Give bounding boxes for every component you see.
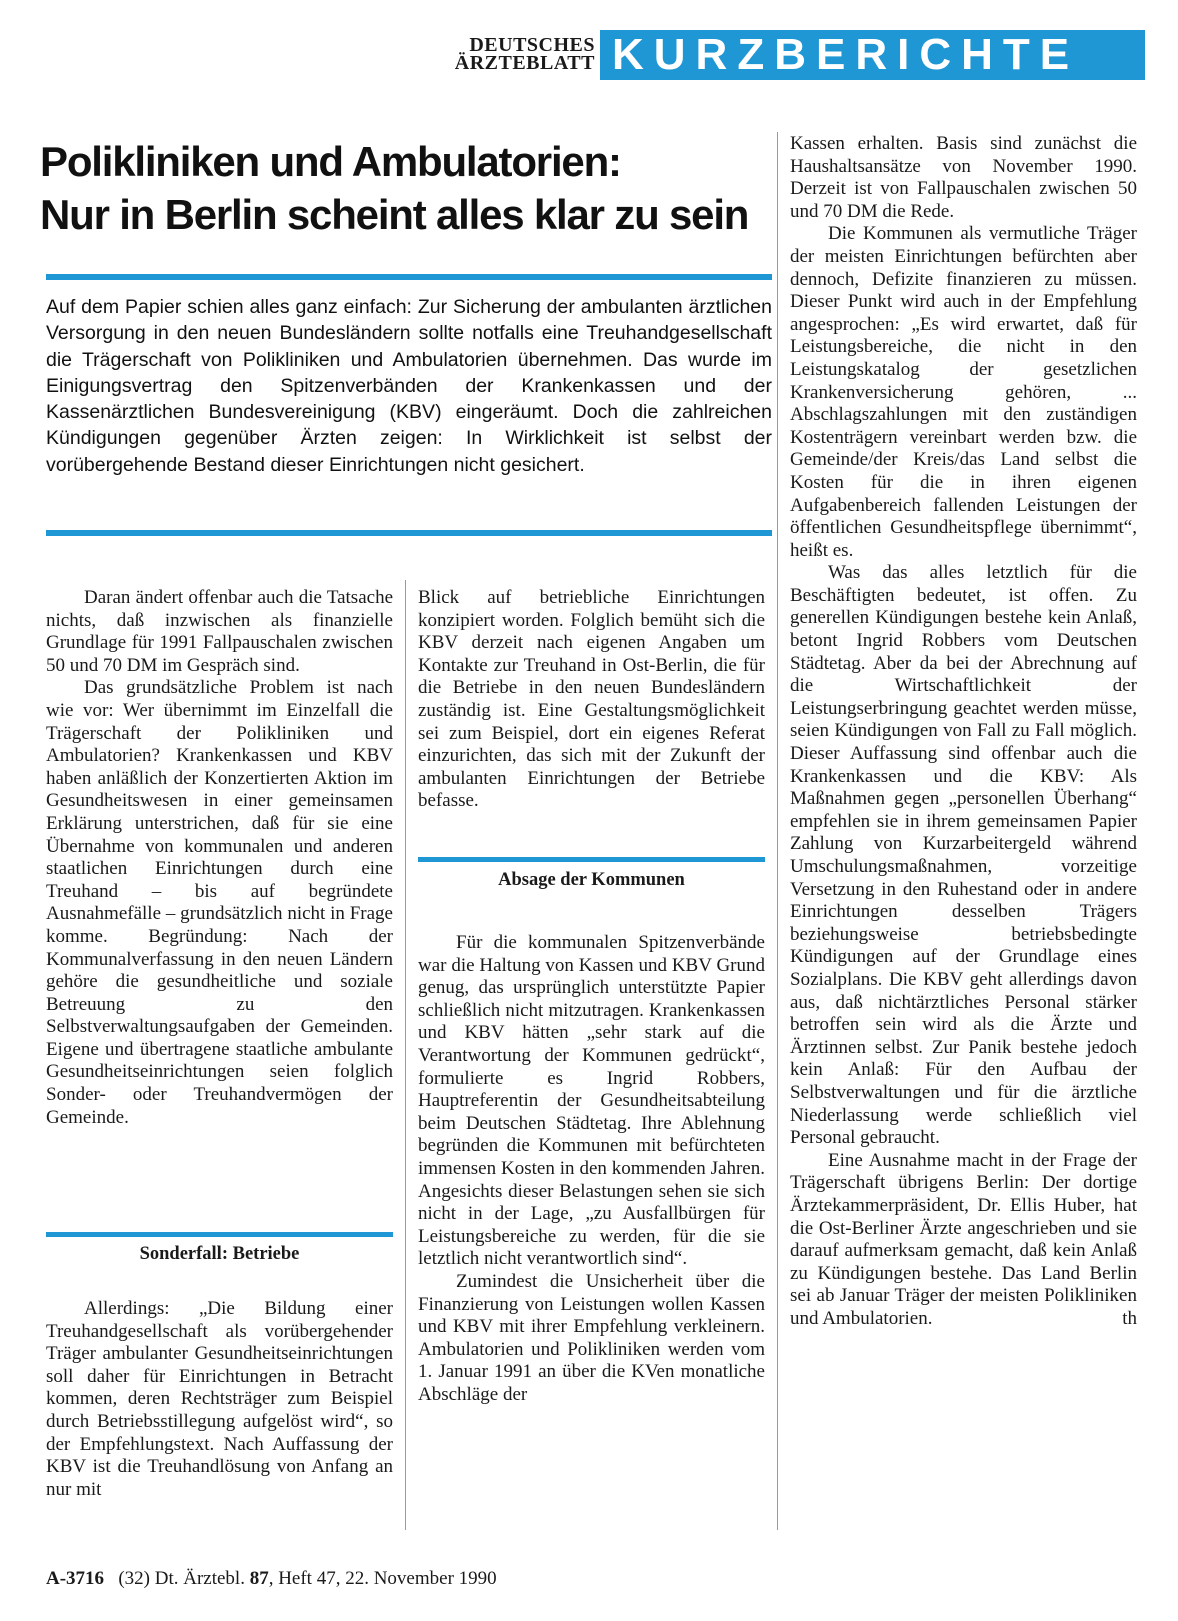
article-column-1: [46, 587, 393, 1129]
subhead-rule: [418, 857, 765, 862]
page-footer: [46, 1568, 746, 1590]
article-lead: Auf dem Papier schien alles ganz einfach: Zur Sicherung der ambulanten ärztlichen Versorgung in den neuen Bundesländern sollte notfalls eine Treuhandgesellschaft die Trägerschaft von Polikliniken und Ambulatorien übernehmen. Das wurde im Einigungsvertrag den Spitzenverbänden der Krankenkassen und der Kassenärztlichen Bundesvereinigung (KBV) eingeräumt. Doch die zahlreichen Kündigungen gegenüber Ärzten zeigen: In Wirklichkeit ist selbst der vorübergehende Bestand dieser Einrichtungen nicht gesichert.: [46, 296, 772, 476]
paragraph-text: Eine Ausnahme macht in der Frage der Trägerschaft übrigens Berlin: Der dortige Ärztekammerpräsident, Dr. Ellis Huber, hat die Ost-Berliner Ärzte angeschrieben und sie darauf aufmerksam gemacht, daß kein Anlaß zu Kündigungen bestehe. Das Land Berlin sei ab Januar Träger der meisten Polikliniken und Ambulatorien.: [790, 1149, 1137, 1329]
column-divider: [405, 580, 406, 1530]
paragraph: Das grundsätzliche Problem ist nach wie vor: Wer übernimmt im Einzelfall die Trägerschaft der Polikliniken und Ambulatorien? Krankenkassen und KBV haben anläßlich der Konzertierten Aktion im Gesundheitswesen in einer gemeinsamen Erklärung unterstrichen, daß für sie eine Übernahme von kommunalen und anderen staatlichen Einrichtungen durch eine Treuhand – bis auf begründete Ausnahmefälle – grundsätzlich nicht in Frage komme. Begründung: Nach der Kommunalverfassung in den neuen Ländern gehöre die gesundheitliche und soziale Betreuung zu den Selbstverwaltungsaufgaben der Gemeinden. Eigene und übertragene staatliche ambulante Gesundheitseinrichtungen seien folglich Sonder- oder Treuhandvermögen der Gemeinde.: [46, 677, 393, 1128]
paragraph: Für die kommunalen Spitzenverbände war die Haltung von Kassen und KBV Grund genug, das ursprünglich unterstützte Papier schließlich nicht mitzutragen. Krankenkassen und KBV hätten „sehr stark auf die Verantwortung der Kommunen gedrückt“, formulierte es Ingrid Robbers, Hauptreferentin der Gesundheitsabteilung beim Deutschen Städtetag. Ihre Ablehnung begründen die Kommunen mit befürchteten immensen Kosten in den kommenden Jahren. Angesichts dieser Belastungen sehen sie sich nicht in der Lage, „zu Ausfallbürgen für Leistungsbereiche zu werden, für die sie letztlich nicht verantwortlich sind“.: [418, 932, 765, 1270]
author-initials: th: [1122, 1307, 1137, 1329]
journal-name: Dt. Ärztebl.: [154, 1568, 245, 1589]
article-column-2-continued: [418, 932, 765, 1406]
journal-volume: 87: [249, 1568, 269, 1589]
publication-logo-line1: DEUTSCHES: [469, 34, 595, 56]
headline-line2: Nur in Berlin scheint alles klar zu sein: [40, 191, 749, 238]
lead-rule-top: [46, 274, 772, 280]
page-number: (32): [118, 1568, 150, 1589]
headline-line1: Polikliniken und Ambulatorien:: [40, 138, 621, 185]
subheading: Sonderfall: Betriebe: [139, 1244, 300, 1264]
article-headline: [40, 135, 780, 241]
paragraph: [790, 1150, 1137, 1331]
subhead-rule: [46, 1232, 393, 1237]
paragraph: Zumindest die Unsicherheit über die Finanzierung von Leistungen wollen Kassen und KBV mit ihrer Empfehlung verkleinern. Ambulatorien und Polikliniken werden vom 1. Januar 1991 an über die KVen monatliche Abschläge der: [418, 1270, 765, 1405]
paragraph: Blick auf betriebliche Einrichtungen konzipiert worden. Folglich bemüht sich die KBV derzeit nach eigenen Angaben um Kontakte zur Treuhand in Ost-Berlin, die für die Betriebe in den neuen Bundesländern zuständig ist. Eine Gestaltungsmöglichkeit sei zum Beispiel, dort ein eigenes Referat einzurichten, das sich mit der Zukunft der ambulanten Einrichtungen der Betriebe befasse.: [418, 587, 765, 812]
paragraph: Die Kommunen als vermutliche Träger der meisten Einrichtungen befürchten aber dennoch, Defizite finanzieren zu müssen. Dieser Punkt wird auch in der Empfehlung angesprochen: „Es wird erwartet, daß für Leistungsbereiche, die nicht in den Leistungskatalog der gesetzlichen Krankenversicherung gehören, ... Abschlagszahlungen mit den zuständigen Kostenträgern vereinbart werden bzw. die Gemeinde/der Kreis/das Land selbst die Kosten für die in ihren eigenen Aufgabenbereich fallenden Leistungen der öffentlichen Gesundheitspflege übernimmt“, heißt es.: [790, 223, 1137, 561]
section-banner: [600, 30, 1145, 80]
article-column-3: [790, 133, 1137, 1330]
subheading: Absage der Kommunen: [498, 870, 685, 890]
paragraph: Kassen erhalten. Basis sind zunächst die Haushaltsansätze von November 1990. Derzeit ist von Fallpauschalen zwischen 50 und 70 DM die Rede.: [790, 133, 1137, 222]
lead-rule-bottom: [46, 530, 772, 536]
paragraph: Was das alles letztlich für die Beschäftigten bedeutet, ist offen. Zu generellen Kündigungen bestehe kein Anlaß, betont Ingrid Robbers vom Deutschen Städtetag. Aber da bei der Abrechnung auf die Wirtschaftlichkeit der Leistungserbringung geachtet werden müsse, seien Kündigungen von Fall zu Fall möglich. Dieser Auffassung sind offenbar auch die Krankenkassen und die KBV: Als Maßnahmen gegen „personellen Überhang“ empfehlen sie in ihrem gemeinsamen Papier Zahlung von Kurzarbeitergeld während Umschulungsmaßnahmen, vorzeitige Versetzung in den Ruhestand oder in andere Einrichtungen desselben Trägers beziehungsweise betriebsbedingte Kündigungen auf der Grundlage eines Sozialplans. Die KBV geht allerdings davon aus, daß nichtärztliches Personal stärker betroffen sein wird als die Ärzte und Ärztinnen selbst. Zur Panik bestehe jedoch kein Anlaß: Für den Aufbau der Selbstverwaltungen und für die ärztliche Niederlassung werde schließlich viel Personal gebraucht.: [790, 562, 1137, 1149]
article-column-1-continued: [46, 1298, 393, 1501]
page-code: A-3716: [46, 1568, 105, 1589]
article-column-2: [418, 587, 765, 813]
journal-issue: , Heft 47, 22. November 1990: [268, 1568, 497, 1589]
publication-logo: [420, 36, 595, 72]
paragraph: Daran ändert offenbar auch die Tatsache nichts, daß inzwischen als finanzielle Grundlage für 1991 Fallpauschalen zwischen 50 und 70 DM im Gespräch sind.: [46, 587, 393, 676]
publication-logo-line2: ÄRZTEBLATT: [454, 52, 595, 74]
section-title: KURZBERICHTE: [612, 30, 1080, 79]
paragraph: Allerdings: „Die Bildung einer Treuhandgesellschaft als vorübergehender Träger ambulanter Gesundheitseinrichtungen soll daher für Einrichtungen in Betracht kommen, deren Rechtsträger zum Beispiel durch Betriebsstillegung aufgelöst wird“, so der Empfehlungstext. Nach Auffassung der KBV ist die Treuhandlösung von Anfang an nur mit: [46, 1298, 393, 1500]
column-divider: [777, 132, 778, 1530]
